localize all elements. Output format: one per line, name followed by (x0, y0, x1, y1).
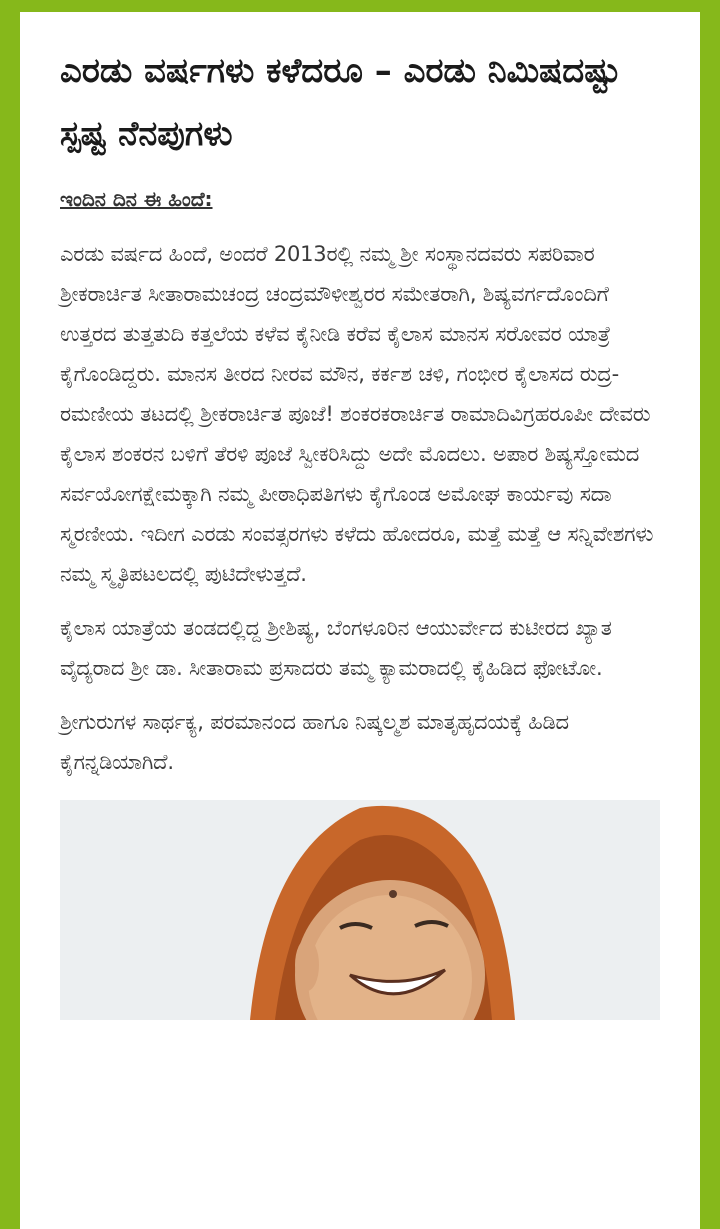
article-content (20, 12, 700, 1020)
article-title: ಎರಡು ವರ್ಷಗಳು ಕಳೆದರೂ – ಎರಡು ನಿಮಿಷದಷ್ಟು ಸ್ಪಷ್ಟ ನೆನಪುಗಳು (60, 51, 621, 154)
guru-photo (60, 800, 660, 1020)
guru-photo-illustration (60, 800, 660, 1020)
paragraph-1: ಎರಡು ವರ್ಷದ ಹಿಂದೆ, ಅಂದರೆ 2013ರಲ್ಲಿ ನಮ್ಮ ಶ್ರೀ ಸಂಸ್ಥಾನದವರು ಸಪರಿವಾರ ಶ್ರೀಕರಾರ್ಚಿತ ಸೀತಾರಾಮಚಂದ್ರ ಚಂದ್ರಮೌಳೀಶ್ವರರ ಸಮೇತರಾಗಿ, ಶಿಷ್ಯವರ್ಗದೊಂದಿಗೆ ಉತ್ತರದ ತುತ್ತತುದಿ ಕತ್ತಲೆಯ ಕಳೆವ ಕೈನೀಡಿ ಕರೆವ ಕೈಲಾಸ ಮಾನಸ ಸರೋವರ ಯಾತ್ರೆ ಕೈಗೊಂಡಿದ್ದರು. ಮಾನಸ ತೀರದ ನೀರವ ಮೌನ, ಕರ್ಕಶ ಚಳಿ, ಗಂಭೀರ ಕೈಲಾಸದ ರುದ್ರ-ರಮಣೀಯ ತಟದಲ್ಲಿ ಶ್ರೀಕರಾರ್ಚಿತ ಪೂಜೆ! ಶಂಕರಕರಾರ್ಚಿತ ರಾಮಾದಿವಿಗ್ರಹರೂಪೀ ದೇವರು ಕೈಲಾಸ ಶಂಕರನ ಬಳಿಗೆ ತೆರಳಿ ಪೂಜೆ ಸ್ವೀಕರಿಸಿದ್ದು ಅದೇ ಮೊದಲು. ಅಪಾರ ಶಿಷ್ಯಸ್ತೋಮದ ಸರ್ವಯೋಗಕ್ಷೇಮಕ್ಕಾಗಿ ನಮ್ಮ ಪೀಠಾಧಿಪತಿಗಳು ಕೈಗೊಂಡ ಅಮೋಘ ಕಾರ್ಯವು ಸದಾ ಸ್ಮರಣೀಯ. ಇದೀಗ ಎರಡು ಸಂವತ್ಸರಗಳು ಕಳೆದು ಹೋದರೂ, ಮತ್ತೆ ಮತ್ತೆ ಆ ಸನ್ನಿವೇಶಗಳು ನಮ್ಮ ಸ್ಮೃತಿಪಟಲದಲ್ಲಿ ಪುಟಿದೇಳುತ್ತದೆ. (60, 242, 654, 586)
article-subheading: ಇಂದಿನ ದಿನ ಈ ಹಿಂದೆ: (60, 187, 213, 211)
article-card (20, 12, 700, 1229)
paragraph-2: ಕೈಲಾಸ ಯಾತ್ರೆಯ ತಂಡದಲ್ಲಿದ್ದ ಶ್ರೀಶಿಷ್ಯ, ಬೆಂಗಳೂರಿನ ಆಯುರ್ವೇದ ಕುಟೀರದ ಖ್ಯಾತ ವೈದ್ಯರಾದ ಶ್ರೀ ಡಾ. ಸೀತಾರಾಮ ಪ್ರಸಾದರು ತಮ್ಮ ಕ್ಯಾಮರಾದಲ್ಲಿ ಕೈಹಿಡಿದ ಫೋಟೋ. (60, 616, 612, 680)
paragraph-3: ಶ್ರೀಗುರುಗಳ ಸಾರ್ಥಕ್ಯ, ಪರಮಾನಂದ ಹಾಗೂ ನಿಷ್ಕಲ್ಮಶ ಮಾತೃಹೃದಯಕ್ಕೆ ಹಿಡಿದ ಕೈಗನ್ನಡಿಯಾಗಿದೆ. (60, 710, 569, 774)
